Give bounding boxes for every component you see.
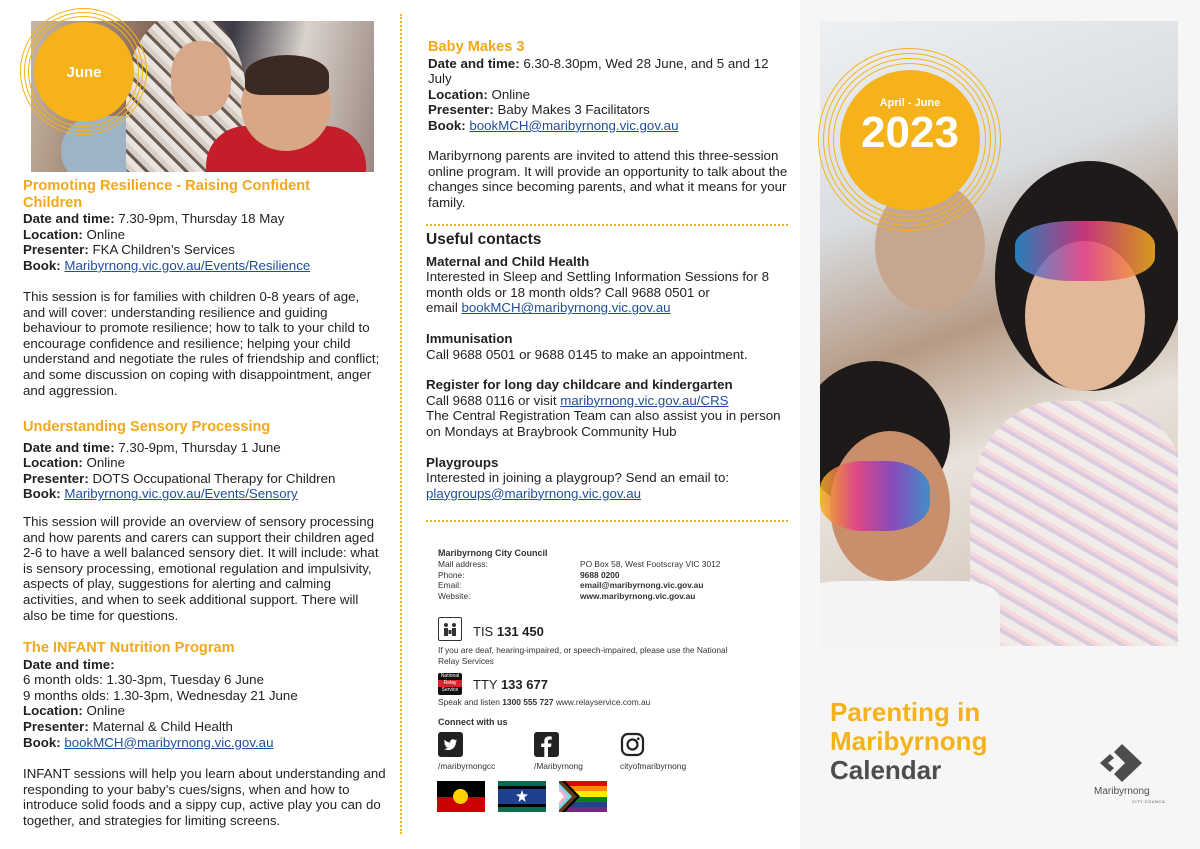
- nrs-badge-line: Service: [441, 687, 459, 693]
- location-label: Location:: [23, 226, 83, 242]
- register-text: Call 9688 0116 or visit: [426, 392, 557, 408]
- tis-number: 131 450: [496, 624, 544, 639]
- tty-label: TTY: [473, 677, 498, 692]
- section-divider: [426, 224, 788, 226]
- register-text-2: The Central Registration Team can also assist you in person on Mondays at Braybrook Community Hub: [426, 408, 781, 439]
- cover-title-line: Calendar: [830, 755, 942, 785]
- event-description: INFANT sessions will help you learn about understanding and responding to your baby’s cues/signs, when and how to introduce solid foods and a sippy cup, active play you can do together, and strategies for limiting screens.: [23, 766, 386, 828]
- immunisation-text: Call 9688 0501 or 9688 0145 to make an appointment.: [426, 346, 748, 362]
- location-label: Location:: [428, 86, 488, 102]
- tty-number: 133 677: [500, 677, 548, 692]
- playgroups-email-link[interactable]: playgroups@maribyrnong.vic.gov.au: [426, 485, 642, 501]
- event-title: The INFANT Nutrition Program: [23, 640, 235, 656]
- june-badge-label: June: [66, 63, 102, 81]
- connect-text: Connect with us: [438, 717, 508, 727]
- book-label: Book:: [23, 257, 61, 273]
- council-name-text: Maribyrnong City Council: [438, 548, 548, 558]
- cover-title-line: Parenting in: [830, 697, 981, 727]
- playgroups-text: Interested in joining a playgroup? Send an email to:: [426, 470, 730, 486]
- event-presenter: DOTS Occupational Therapy for Children: [92, 470, 336, 486]
- location-label: Location:: [23, 455, 83, 471]
- event-title: Understanding Sensory Processing: [23, 419, 271, 435]
- twitter-icon[interactable]: [438, 732, 463, 757]
- register-title: Register for long day childcare and kindergarten: [426, 377, 733, 393]
- instagram-handle[interactable]: cityofmaribyrnong: [620, 761, 687, 771]
- immunisation-title: Immunisation: [426, 330, 513, 346]
- book-label: Book:: [23, 734, 61, 750]
- speak-number: 1300 555 727: [502, 697, 554, 707]
- event-infant: [23, 640, 388, 750]
- facebook-handle[interactable]: /Maribyrnong: [534, 761, 583, 771]
- tty-line: [473, 677, 548, 692]
- date-label: Date and time:: [23, 439, 115, 455]
- connect-heading: [438, 717, 508, 728]
- progress-pride-flag-icon: [559, 781, 607, 812]
- national-relay-service-badge: [438, 673, 462, 695]
- event-date: 7.30-9pm, Thursday 1 June: [118, 439, 281, 455]
- event-resilience: [23, 178, 363, 274]
- june-badge: [20, 8, 148, 136]
- mail-label: Mail address:: [438, 559, 488, 569]
- email-label: Email:: [438, 580, 462, 590]
- event-presenter: Maternal & Child Health: [92, 718, 233, 734]
- presenter-label: Presenter:: [23, 470, 89, 486]
- section-divider: [426, 520, 788, 522]
- event-baby-makes-3: [428, 39, 778, 134]
- event-location: Online: [86, 455, 125, 471]
- book-label: Book:: [23, 486, 61, 502]
- tis-label: TIS: [473, 624, 494, 639]
- presenter-label: Presenter:: [23, 242, 89, 258]
- crs-link[interactable]: maribyrnong.vic.gov.au/CRS: [560, 392, 729, 408]
- badge-date-range: April - June: [879, 97, 941, 109]
- nrs-badge-line: National: [440, 673, 460, 679]
- website-value[interactable]: www.maribyrnong.vic.gov.au: [580, 590, 696, 601]
- cover-title: [830, 698, 987, 785]
- speak-listen-line: [438, 697, 650, 708]
- council-name: [438, 548, 548, 559]
- instagram-icon[interactable]: [620, 732, 645, 757]
- panel-divider: [400, 14, 402, 834]
- event-title: Baby Makes 3: [428, 39, 525, 55]
- email-value[interactable]: email@maribyrnong.vic.gov.au: [580, 580, 704, 590]
- booking-link[interactable]: Maribyrnong.vic.gov.au/Events/Sensory: [64, 486, 298, 502]
- date-label: Date and time:: [23, 211, 115, 227]
- event-presenter: FKA Children’s Services: [92, 242, 235, 258]
- event-description: Maribyrnong parents are invited to attend this three-session online program. It will provide an opportunity to talk about the changes since becoming parents, and what it means for your family.: [428, 148, 788, 210]
- mch-email-link[interactable]: bookMCH@maribyrnong.vic.gov.au: [461, 300, 671, 316]
- date-label: Date and time:: [23, 656, 115, 672]
- booking-link[interactable]: Maribyrnong.vic.gov.au/Events/Resilience: [64, 257, 311, 273]
- logo-sub: CITY COUNCIL: [1132, 799, 1167, 804]
- event-title: Promoting Resilience - Raising Confident Children: [23, 178, 311, 211]
- relay-site[interactable]: www.relayservice.com.au: [555, 697, 651, 707]
- maribyrnong-logo: [1090, 742, 1180, 812]
- relay-note: If you are deaf, hearing-impaired, or speech-impaired, please use the National Relay Services: [438, 645, 728, 666]
- year-badge: [818, 48, 1002, 232]
- mch-email-prefix: email: [426, 300, 458, 316]
- event-location: Online: [86, 703, 125, 719]
- phone-value: 9688 0200: [580, 569, 620, 580]
- badge-year: 2023: [861, 108, 959, 157]
- playgroups-title: Playgroups: [426, 454, 499, 470]
- contacts-heading: Useful contacts: [426, 231, 542, 248]
- event-date: 6.30-8.30pm, Wed 28 June, and 5 and 12 July: [428, 55, 769, 87]
- event-description: This session will provide an overview of sensory processing and how parents and carers can support their children aged 2-6 to have a well balanced sensory diet. It will include: what is sensory processing, emotional regulation and impulsivity, aspects of play, suggestions for alerting and calming activities, and when to seek additional support. There will also be time for questions.: [23, 514, 379, 623]
- mail-value: PO Box 58, West Footscray VIC 3012: [580, 559, 721, 569]
- phone-label: Phone:: [438, 569, 465, 580]
- event-presenter: Baby Makes 3 Facilitators: [497, 102, 650, 118]
- presenter-label: Presenter:: [23, 718, 89, 734]
- event-location: Online: [86, 226, 125, 242]
- council-values: [580, 559, 720, 601]
- location-label: Location:: [23, 703, 83, 719]
- nrs-badge-line: Relay: [438, 680, 462, 687]
- twitter-handle[interactable]: /maribyrnongcc: [438, 761, 496, 771]
- booking-link[interactable]: bookMCH@maribyrnong.vic.gov.au: [469, 117, 679, 133]
- tis-line: [473, 624, 544, 639]
- mch-text: Interested in Sleep and Settling Information Sessions for 8 month olds or 18 month olds? Call 9688 0501 or: [426, 269, 769, 300]
- event-date: 9 months olds: 1.30-3pm, Wednesday 21 June: [23, 687, 298, 703]
- cover-title-line: Maribyrnong: [830, 726, 988, 756]
- event-sensory: [23, 419, 388, 502]
- booking-link[interactable]: bookMCH@maribyrnong.vic.gov.au: [64, 734, 274, 750]
- presenter-label: Presenter:: [428, 102, 494, 118]
- tis-phone-icon: [438, 617, 462, 641]
- website-label: Website:: [438, 590, 471, 601]
- book-label: Book:: [428, 117, 466, 133]
- event-date: 7.30-9pm, Thursday 18 May: [118, 211, 285, 227]
- mch-title: Maternal and Child Health: [426, 253, 590, 269]
- logo-name: Maribyrnong: [1094, 786, 1150, 797]
- event-date: 6 month olds: 1.30-3pm, Tuesday 6 June: [23, 672, 264, 688]
- speak-prefix: Speak and listen: [438, 697, 500, 707]
- date-label: Date and time:: [428, 55, 520, 71]
- event-description: This session is for families with children 0-8 years of age, and will cover: understanding resilience and guiding behaviour to promote resilience; how to talk to your child to encourage confidence and resilience; helping your child understand and negotiate the rules of friendship and conflict; and some discussion on coping with disappointment, anger and aggression.: [23, 289, 380, 398]
- facebook-icon[interactable]: [534, 732, 559, 757]
- useful-contacts: [426, 232, 798, 501]
- torres-strait-flag-icon: [498, 781, 546, 812]
- aboriginal-flag-icon: [437, 781, 485, 812]
- council-labels: [438, 559, 488, 601]
- event-location: Online: [491, 86, 530, 102]
